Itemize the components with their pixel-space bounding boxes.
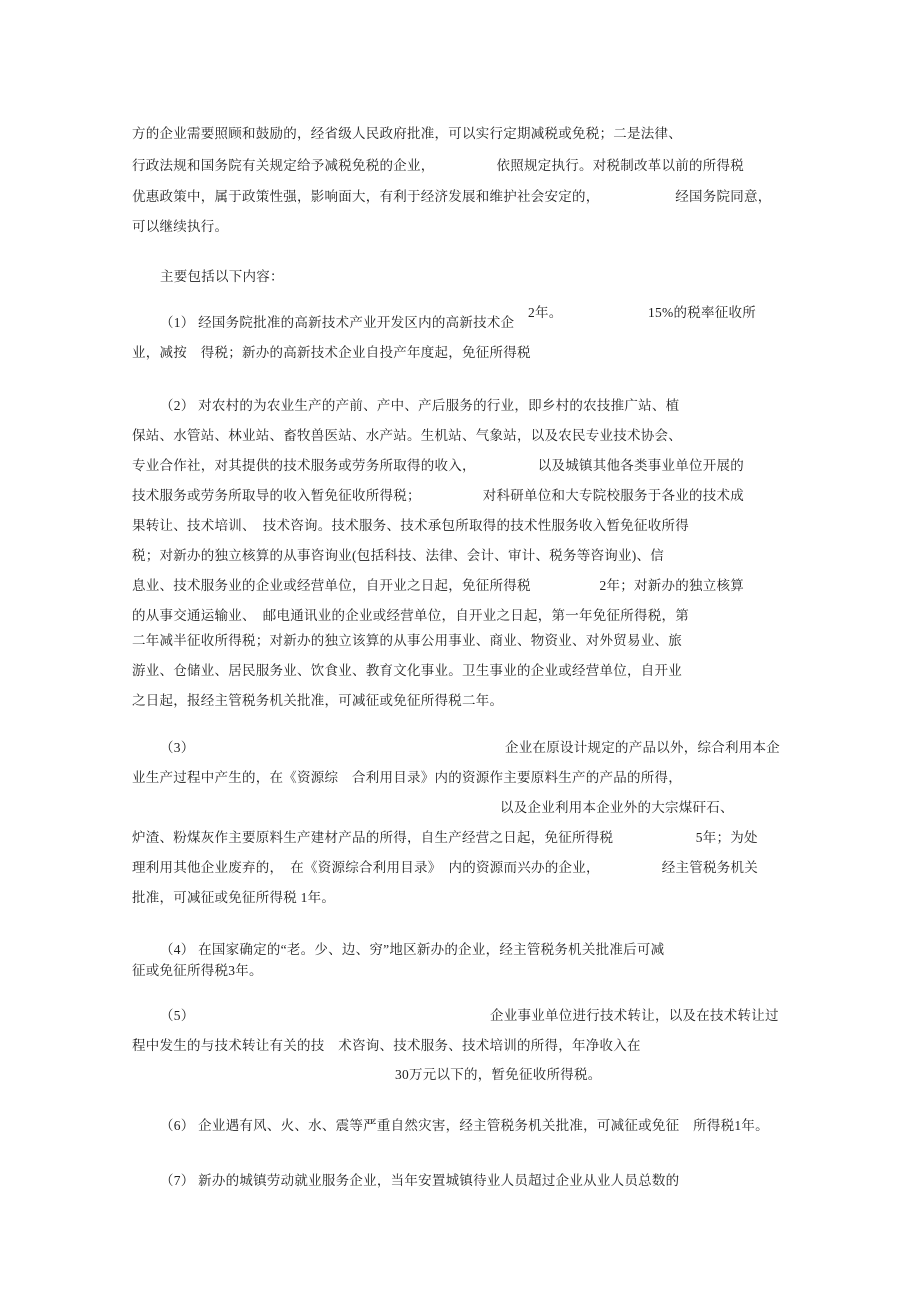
text-line: 15%的税率征收所	[648, 305, 756, 320]
text-line: 税；对新办的独立核算的从事咨询业(包括科技、法律、会计、审计、税务等咨询业)、信	[132, 548, 664, 563]
text-line: （2） 对农村的为农业生产的产前、产中、产后服务的行业，即乡村的农技推广站、植	[160, 398, 680, 413]
text-line: 征或免征所得税3年。	[132, 963, 263, 978]
text-line: 30万元以下的，暂免征收所得税。	[395, 1067, 602, 1082]
text-line: 之日起，报经主管税务机关批准，可减征或免征所得税二年。	[132, 693, 504, 708]
text-line: 果转让、技术培训、 技术咨询。技术服务、技术承包所取得的技术性服务收入暂免征收所得	[132, 518, 689, 533]
text-line: 企业事业单位进行技术转让，以及在技术转让过	[490, 1008, 779, 1023]
text-line: （3）	[160, 740, 195, 755]
text-line: 程中发生的与技术转让有关的技 术咨询、技术服务、技术培训的所得，年净收入在	[132, 1038, 641, 1053]
text-line: 的从事交通运输业、 邮电通讯业的企业或经营单位，自开业之日起，第一年免征所得税，第	[132, 608, 689, 623]
text-line: 业生产过程中产生的，在《资源综 合利用目录》内的资源作主要原料生产的产品的所得，	[132, 770, 682, 785]
text-line: （7） 新办的城镇劳动就业服务企业，当年安置城镇待业人员超过企业从业人员总数的	[160, 1173, 680, 1188]
text-line: 炉渣、粉煤灰作主要原料生产建材产品的所得，自生产经营之日起，免征所得税 5年；为处	[132, 830, 758, 845]
text-line: 批准，可减征或免征所得税 1年。	[132, 890, 336, 905]
text-line: 优惠政策中，属于政策性强，影响面大，有利于经济发展和维护社会安定的， 经国务院同意，	[132, 189, 772, 204]
text-line: 以及企业利用本企业外的大宗煤矸石、	[500, 800, 734, 815]
text-line: 保站、水管站、林业站、畜牧兽医站、水产站。生机站、气象站，以及农民专业技术协会、	[132, 428, 682, 443]
text-line: （1） 经国务院批准的高新技术产业开发区内的高新技术企	[160, 315, 515, 330]
text-line: 行政法规和国务院有关规定给予减税免税的企业， 依照规定执行。对税制改革以前的所得税	[132, 158, 744, 173]
text-line: 二年减半征收所得税；对新办的独立该算的从事公用事业、商业、物资业、对外贸易业、旅	[132, 633, 682, 648]
text-line: （5）	[160, 1008, 195, 1023]
text-line: （4） 在国家确定的“老。少、边、穷”地区新办的企业，经主管税务机关批准后可减	[160, 942, 665, 957]
text-line: 主要包括以下内容：	[160, 269, 284, 284]
text-line: （6） 企业遇有风、火、水、震等严重自然灾害，经主管税务机关批准，可减征或免征 所得税1年。	[160, 1118, 769, 1133]
text-line: 理利用其他企业废弃的， 在《资源综合利用目录》 内的资源而兴办的企业， 经主管税务机关	[132, 860, 758, 875]
text-line: 2年。	[528, 305, 563, 320]
text-line: 业，减按 得税；新办的高新技术企业自投产年度起，免征所得税	[132, 345, 531, 360]
text-line: 方的企业需要照顾和鼓励的，经省级人民政府批准，可以实行定期减税或免税；二是法律、	[132, 126, 682, 141]
text-line: 可以继续执行。	[132, 219, 229, 234]
text-line: 息业、技术服务业的企业或经营单位，自开业之日起，免征所得税 2年；对新办的独立核算	[132, 578, 744, 593]
text-line: 技术服务或劳务所取导的收入暂免征收所得税； 对科研单位和大专院校服务于各业的技术成	[132, 488, 744, 503]
text-line: 企业在原设计规定的产品以外，综合利用本企	[505, 740, 780, 755]
text-line: 专业合作社，对其提供的技术服务或劳务所取得的收入， 以及城镇其他各类事业单位开展的	[132, 458, 744, 473]
text-line: 游业、仓储业、居民服务业、饮食业、教育文化事业。卫生事业的企业或经营单位，自开业	[132, 663, 682, 678]
